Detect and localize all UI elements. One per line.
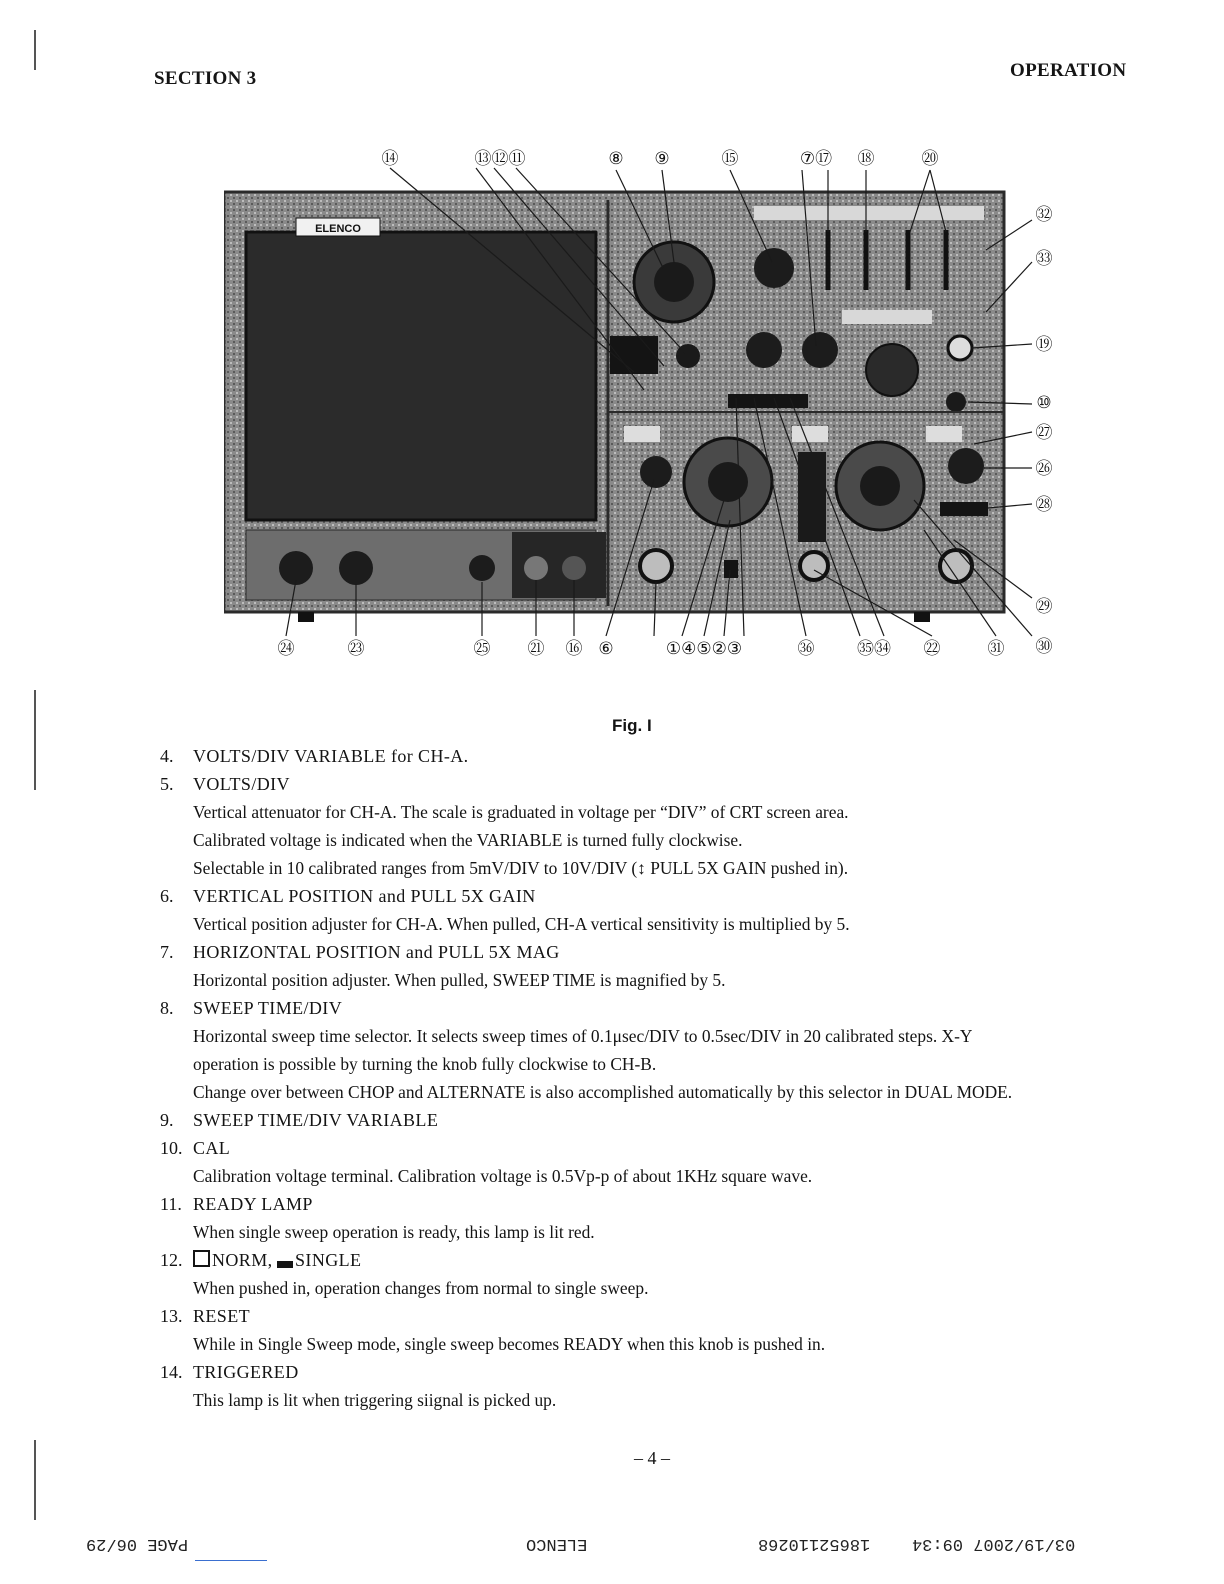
item-title-single: SINGLE	[295, 1250, 362, 1270]
callout-33: ㉝	[1035, 249, 1053, 268]
cal-terminal	[946, 392, 966, 412]
mode-switch	[798, 452, 826, 542]
item-description: Vertical attenuator for CH-A. The scale is graduated in voltage per “DIV” of CRT screen area.	[193, 802, 849, 822]
ch-a-position-knob	[640, 456, 672, 488]
item-number: 9.	[160, 1110, 174, 1130]
underline-mark	[195, 1560, 267, 1561]
callout-7-17: ⑦⑰	[799, 149, 833, 168]
page-title: OPERATION	[1010, 60, 1127, 81]
callout-8: ⑧	[608, 149, 624, 168]
item-description: Horizontal sweep time selector. It selects sweep times of 0.1μsec/DIV to 0.5sec/DIV in 20 calibrated steps. X-Y	[193, 1026, 973, 1046]
item-title-norm: NORM,	[212, 1250, 273, 1270]
item-number: 7.	[160, 942, 174, 962]
section-heading: SECTION 3	[154, 68, 257, 89]
fax-date-time: 03/19/2007 09:34	[912, 1534, 1076, 1553]
scan-mark	[34, 690, 36, 790]
item-number: 6.	[160, 886, 174, 906]
ch-b-label-2	[926, 426, 962, 442]
single-symbol-icon	[277, 1261, 293, 1268]
item-title: SWEEP TIME/DIV	[193, 998, 343, 1018]
fax-sender: ELENCO	[526, 1534, 588, 1553]
item-description: operation is possible by turning the knob fully clockwise to CH-B.	[193, 1054, 657, 1074]
trigger-level-knob	[866, 344, 918, 396]
item-number: 14.	[160, 1362, 183, 1382]
callout-15: ⑮	[721, 149, 739, 168]
oscilloscope-figure	[224, 140, 1064, 670]
item-number: 5.	[160, 774, 174, 794]
item-description: When single sweep operation is ready, this lamp is lit red.	[193, 1222, 595, 1242]
item-description: Selectable in 10 calibrated ranges from 5mV/DIV to 10V/DIV (↕ PULL 5X GAIN pushed in).	[193, 858, 849, 878]
item-number: 4.	[160, 746, 174, 766]
callout-16: ⑯	[565, 639, 583, 658]
callout-9: ⑨	[654, 149, 670, 168]
trigger-coupling-knob	[948, 336, 972, 360]
trace-rotation	[469, 555, 495, 581]
callout-13-12-11: ⑬⑫⑪	[474, 149, 526, 168]
ch-a-input-bnc	[640, 550, 672, 582]
callout-29: ㉙	[1035, 597, 1053, 616]
item-description: Change over between CHOP and ALTERNATE is also accomplished automatically by this selector in DUAL MODE.	[193, 1082, 1013, 1102]
ch-b-switch	[940, 502, 988, 516]
item-heading	[160, 938, 1160, 966]
page-number: – 4 –	[634, 1448, 670, 1468]
fax-page: PAGE 06/29	[86, 1534, 189, 1553]
item-title: RESET	[193, 1306, 251, 1326]
item-title: VERTICAL POSITION and PULL 5X GAIN	[193, 886, 536, 906]
intensity-knob	[279, 551, 313, 585]
ch-b-position-knob	[948, 448, 984, 484]
item-description: Horizontal position adjuster. When pulled, SWEEP TIME is magnified by 5.	[193, 970, 726, 990]
callout-22: ㉒	[923, 639, 941, 658]
power-indicator	[524, 556, 548, 580]
item-title: CAL	[193, 1138, 231, 1158]
callout-35-34: ㉟㉞	[857, 639, 891, 658]
ch-a-label	[624, 426, 660, 442]
callout-21: ㉑	[527, 639, 545, 658]
item-heading	[160, 742, 1160, 770]
item-title: HORIZONTAL POSITION and PULL 5X MAG	[193, 942, 560, 962]
item-number: 8.	[160, 998, 174, 1018]
item-heading	[160, 1246, 1160, 1274]
callout-24: ㉔	[277, 639, 295, 658]
norm-symbol-icon	[193, 1250, 210, 1267]
item-title: READY LAMP	[193, 1194, 313, 1214]
item-heading	[160, 1134, 1160, 1162]
item-heading	[160, 1358, 1160, 1386]
callout-30: ㉚	[1035, 637, 1053, 656]
fax-footer	[0, 1534, 1224, 1564]
fax-number: 18652110268	[758, 1534, 871, 1553]
callout-25: ㉕	[473, 639, 491, 658]
callout-27: ㉗	[1035, 423, 1053, 442]
push-buttons	[728, 394, 808, 408]
item-number: 11.	[160, 1194, 182, 1214]
focus-knob	[339, 551, 373, 585]
item-title: SWEEP TIME/DIV VARIABLE	[193, 1110, 439, 1130]
item-description: Vertical position adjuster for CH-A. When pulled, CH-A vertical sensitivity is multiplied by 5.	[193, 914, 850, 934]
item-heading	[160, 1190, 1160, 1218]
callout-31: ㉛	[987, 639, 1005, 658]
item-description: Calibration voltage terminal. Calibration voltage is 0.5Vp-p of about 1KHz square wave.	[193, 1166, 813, 1186]
scan-mark	[34, 30, 36, 70]
callout-32: ㉜	[1035, 205, 1053, 224]
callouts-bottom	[278, 639, 1005, 658]
ac-gnd-dc-a	[724, 560, 738, 578]
callout-36: ㊱	[797, 639, 815, 658]
item-description: While in Single Sweep mode, single sweep becomes READY when this knob is pushed in.	[193, 1334, 826, 1354]
item-title: VOLTS/DIV VARIABLE for CH-A.	[193, 746, 469, 766]
item-title: TRIGGERED	[193, 1362, 299, 1382]
callout-6: ⑥	[598, 639, 614, 658]
callouts-right	[1036, 205, 1053, 656]
ch-b-label	[792, 426, 828, 442]
callout-19: ⑲	[1035, 335, 1053, 354]
item-heading	[160, 1302, 1160, 1330]
callouts-top	[382, 149, 939, 168]
horizontal-variable-knob	[802, 332, 838, 368]
item-title: VOLTS/DIV	[193, 774, 290, 794]
horizontal-position-knob	[754, 248, 794, 288]
brand-text: ELENCO	[315, 223, 361, 235]
item-heading	[160, 882, 1160, 910]
callout-23: ㉓	[347, 639, 365, 658]
item-description: When pushed in, operation changes from normal to single sweep.	[193, 1278, 649, 1298]
callout-10: ⑩	[1036, 393, 1052, 412]
item-heading	[160, 1106, 1160, 1134]
figure-caption: Fig. I	[612, 716, 652, 735]
label-tag	[842, 310, 932, 324]
item-heading	[160, 994, 1160, 1022]
item-number: 12.	[160, 1250, 183, 1270]
crt-screen	[246, 232, 596, 520]
item-number: 13.	[160, 1306, 183, 1326]
callout-1-4-5-2-3: ①④⑤②③	[665, 639, 743, 658]
sweep-variable-knob	[746, 332, 782, 368]
item-list	[160, 742, 1160, 1414]
callout-26: ㉖	[1035, 459, 1053, 478]
label-strip	[754, 206, 984, 220]
item-description: Calibrated voltage is indicated when the VARIABLE is turned fully clockwise.	[193, 830, 743, 850]
power-switch	[562, 556, 586, 580]
item-heading	[160, 770, 1160, 798]
item-number: 10.	[160, 1138, 183, 1158]
scan-mark	[34, 1440, 36, 1520]
callout-14: ⑭	[381, 149, 399, 168]
callout-28: ㉘	[1035, 495, 1053, 514]
callout-18: ⑱	[857, 149, 875, 168]
callout-20: ⑳	[921, 149, 939, 168]
item-description: This lamp is lit when triggering siignal is picked up.	[193, 1390, 557, 1410]
